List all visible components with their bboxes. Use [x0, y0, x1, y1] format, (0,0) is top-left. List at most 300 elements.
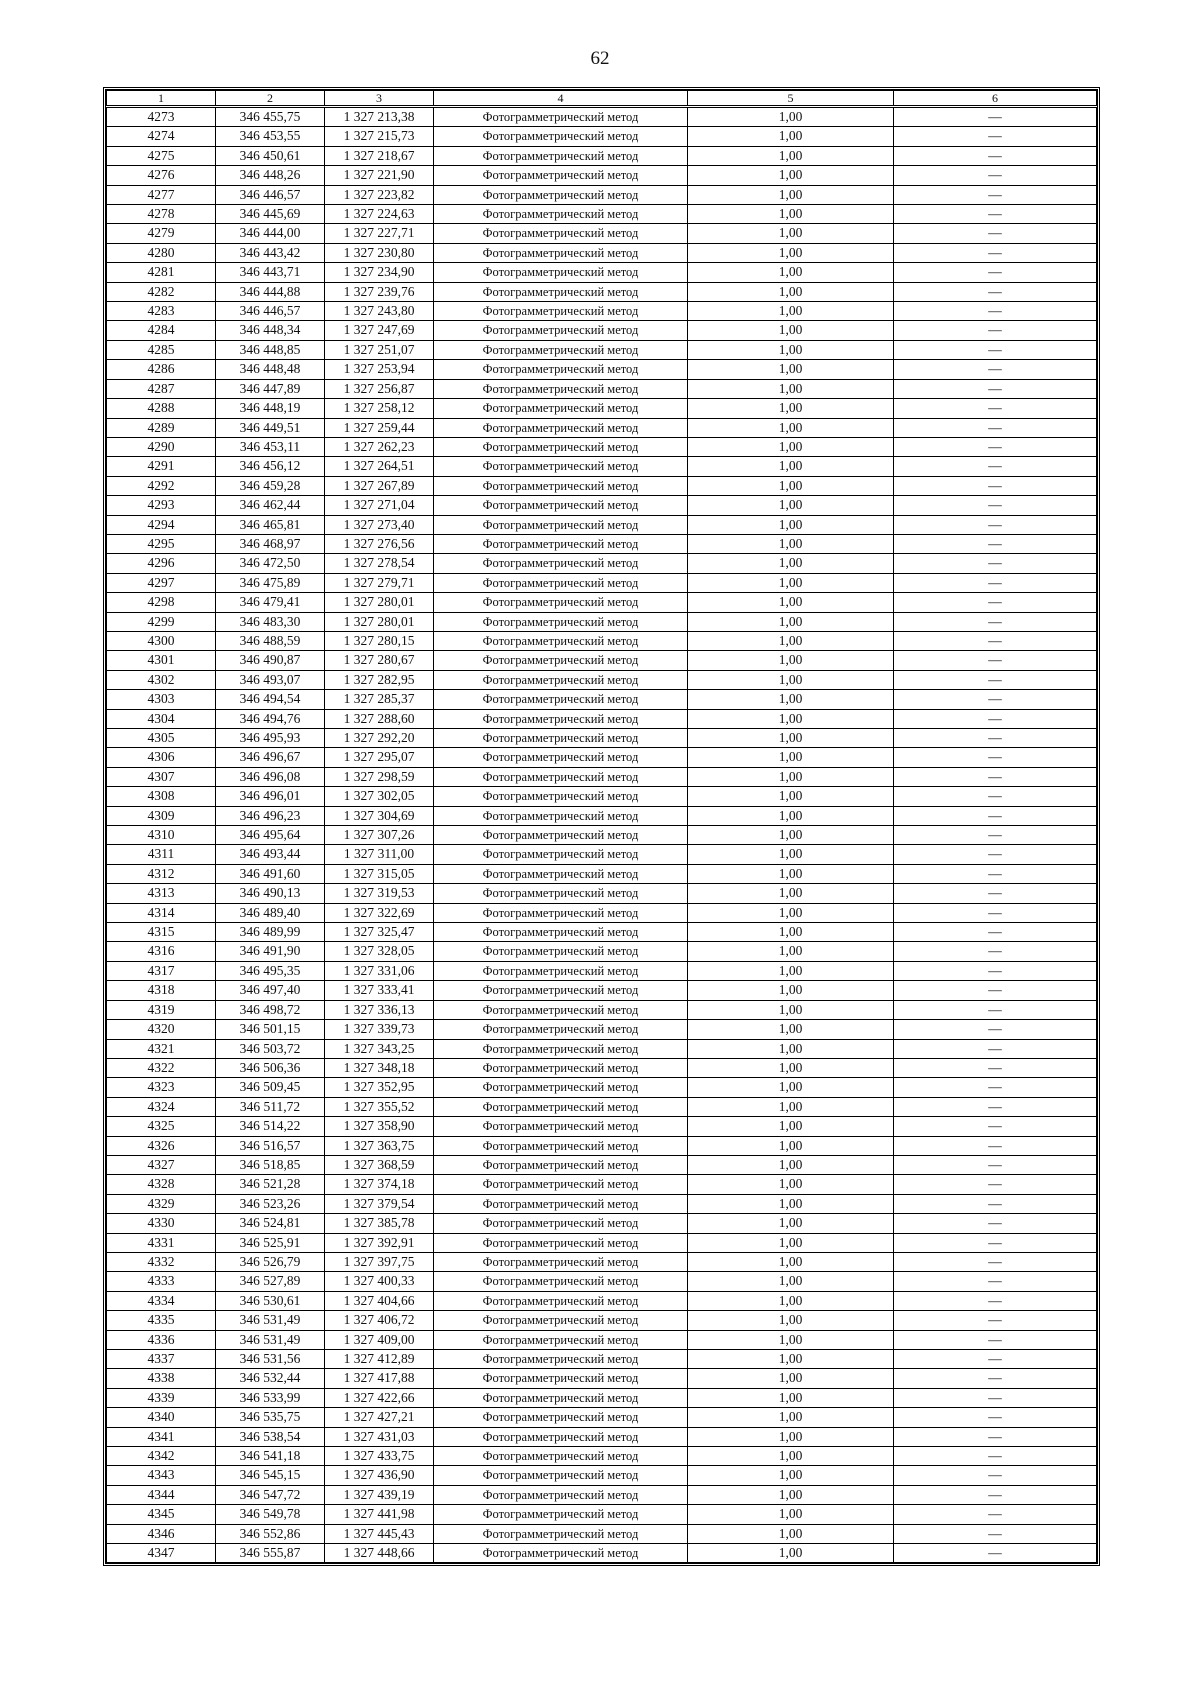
column-header-4: 4	[434, 91, 688, 107]
y-coordinate-cell: 1 327 258,12	[325, 399, 434, 418]
table-row	[107, 651, 1097, 670]
method-cell: Фотограмметрический метод	[434, 515, 688, 534]
point-number-cell: 4276	[107, 166, 216, 185]
precision-cell: 1,00	[688, 787, 894, 806]
method-cell: Фотограмметрический метод	[434, 1117, 688, 1136]
table-row	[107, 282, 1097, 301]
precision-cell: 1,00	[688, 903, 894, 922]
point-number-cell: 4321	[107, 1039, 216, 1058]
precision-cell: 1,00	[688, 1272, 894, 1291]
point-number-cell: 4337	[107, 1350, 216, 1369]
y-coordinate-cell: 1 327 322,69	[325, 903, 434, 922]
method-cell: Фотограмметрический метод	[434, 1311, 688, 1330]
method-cell: Фотограмметрический метод	[434, 437, 688, 456]
description-cell: —	[894, 1000, 1097, 1019]
y-coordinate-cell: 1 327 348,18	[325, 1058, 434, 1077]
method-cell: Фотограмметрический метод	[434, 321, 688, 340]
y-coordinate-cell: 1 327 400,33	[325, 1272, 434, 1291]
y-coordinate-cell: 1 327 224,63	[325, 205, 434, 224]
precision-cell: 1,00	[688, 729, 894, 748]
point-number-cell: 4346	[107, 1524, 216, 1543]
y-coordinate-cell: 1 327 412,89	[325, 1350, 434, 1369]
x-coordinate-cell: 346 531,49	[216, 1311, 325, 1330]
precision-cell: 1,00	[688, 1388, 894, 1407]
y-coordinate-cell: 1 327 221,90	[325, 166, 434, 185]
description-cell: —	[894, 1175, 1097, 1194]
precision-cell: 1,00	[688, 826, 894, 845]
table-row	[107, 631, 1097, 650]
x-coordinate-cell: 346 483,30	[216, 612, 325, 631]
y-coordinate-cell: 1 327 307,26	[325, 826, 434, 845]
table-row	[107, 1544, 1097, 1563]
description-cell: —	[894, 146, 1097, 165]
point-number-cell: 4320	[107, 1020, 216, 1039]
point-number-cell: 4319	[107, 1000, 216, 1019]
method-cell: Фотограмметрический метод	[434, 379, 688, 398]
y-coordinate-cell: 1 327 422,66	[325, 1388, 434, 1407]
precision-cell: 1,00	[688, 457, 894, 476]
table-row	[107, 903, 1097, 922]
coordinates-table-frame	[103, 87, 1100, 1566]
x-coordinate-cell: 346 532,44	[216, 1369, 325, 1388]
x-coordinate-cell: 346 545,15	[216, 1466, 325, 1485]
precision-cell: 1,00	[688, 864, 894, 883]
point-number-cell: 4302	[107, 670, 216, 689]
precision-cell: 1,00	[688, 302, 894, 321]
y-coordinate-cell: 1 327 218,67	[325, 146, 434, 165]
description-cell: —	[894, 1369, 1097, 1388]
precision-cell: 1,00	[688, 340, 894, 359]
y-coordinate-cell: 1 327 441,98	[325, 1505, 434, 1524]
point-number-cell: 4329	[107, 1194, 216, 1213]
table-row	[107, 1136, 1097, 1155]
y-coordinate-cell: 1 327 352,95	[325, 1078, 434, 1097]
description-cell: —	[894, 923, 1097, 942]
x-coordinate-cell: 346 494,54	[216, 690, 325, 709]
precision-cell: 1,00	[688, 1369, 894, 1388]
x-coordinate-cell: 346 541,18	[216, 1447, 325, 1466]
description-cell: —	[894, 748, 1097, 767]
x-coordinate-cell: 346 444,88	[216, 282, 325, 301]
method-cell: Фотограмметрический метод	[434, 806, 688, 825]
table-row	[107, 961, 1097, 980]
point-number-cell: 4312	[107, 864, 216, 883]
x-coordinate-cell: 346 531,49	[216, 1330, 325, 1349]
y-coordinate-cell: 1 327 267,89	[325, 476, 434, 495]
x-coordinate-cell: 346 490,13	[216, 884, 325, 903]
precision-cell: 1,00	[688, 573, 894, 592]
point-number-cell: 4345	[107, 1505, 216, 1524]
table-row	[107, 670, 1097, 689]
y-coordinate-cell: 1 327 319,53	[325, 884, 434, 903]
precision-cell: 1,00	[688, 243, 894, 262]
precision-cell: 1,00	[688, 418, 894, 437]
table-row	[107, 593, 1097, 612]
point-number-cell: 4310	[107, 826, 216, 845]
x-coordinate-cell: 346 496,67	[216, 748, 325, 767]
table-row	[107, 243, 1097, 262]
y-coordinate-cell: 1 327 285,37	[325, 690, 434, 709]
precision-cell: 1,00	[688, 437, 894, 456]
y-coordinate-cell: 1 327 336,13	[325, 1000, 434, 1019]
y-coordinate-cell: 1 327 379,54	[325, 1194, 434, 1213]
y-coordinate-cell: 1 327 295,07	[325, 748, 434, 767]
point-number-cell: 4291	[107, 457, 216, 476]
method-cell: Фотограмметрический метод	[434, 1194, 688, 1213]
table-row	[107, 418, 1097, 437]
y-coordinate-cell: 1 327 280,15	[325, 631, 434, 650]
y-coordinate-cell: 1 327 358,90	[325, 1117, 434, 1136]
precision-cell: 1,00	[688, 1214, 894, 1233]
y-coordinate-cell: 1 327 417,88	[325, 1369, 434, 1388]
precision-cell: 1,00	[688, 612, 894, 631]
method-cell: Фотограмметрический метод	[434, 981, 688, 1000]
y-coordinate-cell: 1 327 404,66	[325, 1291, 434, 1310]
table-row	[107, 1020, 1097, 1039]
precision-cell: 1,00	[688, 1175, 894, 1194]
method-cell: Фотограмметрический метод	[434, 107, 688, 127]
description-cell: —	[894, 1097, 1097, 1116]
table-row	[107, 1408, 1097, 1427]
precision-cell: 1,00	[688, 1097, 894, 1116]
point-number-cell: 4292	[107, 476, 216, 495]
x-coordinate-cell: 346 443,71	[216, 263, 325, 282]
y-coordinate-cell: 1 327 213,38	[325, 107, 434, 127]
point-number-cell: 4313	[107, 884, 216, 903]
y-coordinate-cell: 1 327 339,73	[325, 1020, 434, 1039]
y-coordinate-cell: 1 327 436,90	[325, 1466, 434, 1485]
point-number-cell: 4301	[107, 651, 216, 670]
method-cell: Фотограмметрический метод	[434, 360, 688, 379]
method-cell: Фотограмметрический метод	[434, 884, 688, 903]
description-cell: —	[894, 1058, 1097, 1077]
table-row	[107, 263, 1097, 282]
method-cell: Фотограмметрический метод	[434, 864, 688, 883]
y-coordinate-cell: 1 327 227,71	[325, 224, 434, 243]
point-number-cell: 4317	[107, 961, 216, 980]
point-number-cell: 4289	[107, 418, 216, 437]
y-coordinate-cell: 1 327 333,41	[325, 981, 434, 1000]
method-cell: Фотограмметрический метод	[434, 243, 688, 262]
method-cell: Фотограмметрический метод	[434, 1252, 688, 1271]
table-row	[107, 981, 1097, 1000]
y-coordinate-cell: 1 327 385,78	[325, 1214, 434, 1233]
description-cell: —	[894, 845, 1097, 864]
y-coordinate-cell: 1 327 247,69	[325, 321, 434, 340]
description-cell: —	[894, 1214, 1097, 1233]
method-cell: Фотограмметрический метод	[434, 845, 688, 864]
description-cell: —	[894, 981, 1097, 1000]
point-number-cell: 4295	[107, 534, 216, 553]
description-cell: —	[894, 1544, 1097, 1563]
method-cell: Фотограмметрический метод	[434, 1058, 688, 1077]
table-row	[107, 1388, 1097, 1407]
x-coordinate-cell: 346 479,41	[216, 593, 325, 612]
method-cell: Фотограмметрический метод	[434, 1097, 688, 1116]
description-cell: —	[894, 961, 1097, 980]
method-cell: Фотограмметрический метод	[434, 961, 688, 980]
description-cell: —	[894, 1388, 1097, 1407]
point-number-cell: 4327	[107, 1155, 216, 1174]
y-coordinate-cell: 1 327 304,69	[325, 806, 434, 825]
table-row	[107, 1214, 1097, 1233]
y-coordinate-cell: 1 327 256,87	[325, 379, 434, 398]
table-row	[107, 729, 1097, 748]
x-coordinate-cell: 346 447,89	[216, 379, 325, 398]
point-number-cell: 4334	[107, 1291, 216, 1310]
y-coordinate-cell: 1 327 302,05	[325, 787, 434, 806]
point-number-cell: 4309	[107, 806, 216, 825]
description-cell: —	[894, 1350, 1097, 1369]
precision-cell: 1,00	[688, 1544, 894, 1563]
point-number-cell: 4305	[107, 729, 216, 748]
point-number-cell: 4294	[107, 515, 216, 534]
x-coordinate-cell: 346 453,55	[216, 127, 325, 146]
table-row	[107, 321, 1097, 340]
description-cell: —	[894, 418, 1097, 437]
x-coordinate-cell: 346 448,34	[216, 321, 325, 340]
table-row	[107, 379, 1097, 398]
y-coordinate-cell: 1 327 280,67	[325, 651, 434, 670]
y-coordinate-cell: 1 327 280,01	[325, 612, 434, 631]
point-number-cell: 4344	[107, 1485, 216, 1504]
precision-cell: 1,00	[688, 1194, 894, 1213]
point-number-cell: 4343	[107, 1466, 216, 1485]
x-coordinate-cell: 346 552,86	[216, 1524, 325, 1543]
method-cell: Фотограмметрический метод	[434, 1427, 688, 1446]
table-row	[107, 573, 1097, 592]
method-cell: Фотограмметрический метод	[434, 1175, 688, 1194]
x-coordinate-cell: 346 555,87	[216, 1544, 325, 1563]
table-row	[107, 205, 1097, 224]
method-cell: Фотограмметрический метод	[434, 418, 688, 437]
x-coordinate-cell: 346 498,72	[216, 1000, 325, 1019]
table-row	[107, 399, 1097, 418]
point-number-cell: 4282	[107, 282, 216, 301]
method-cell: Фотограмметрический метод	[434, 496, 688, 515]
description-cell: —	[894, 321, 1097, 340]
x-coordinate-cell: 346 514,22	[216, 1117, 325, 1136]
x-coordinate-cell: 346 444,00	[216, 224, 325, 243]
precision-cell: 1,00	[688, 923, 894, 942]
precision-cell: 1,00	[688, 845, 894, 864]
x-coordinate-cell: 346 506,36	[216, 1058, 325, 1077]
method-cell: Фотограмметрический метод	[434, 1078, 688, 1097]
point-number-cell: 4322	[107, 1058, 216, 1077]
y-coordinate-cell: 1 327 264,51	[325, 457, 434, 476]
x-coordinate-cell: 346 455,75	[216, 107, 325, 127]
point-number-cell: 4290	[107, 437, 216, 456]
y-coordinate-cell: 1 327 433,75	[325, 1447, 434, 1466]
description-cell: —	[894, 903, 1097, 922]
precision-cell: 1,00	[688, 1311, 894, 1330]
description-cell: —	[894, 1117, 1097, 1136]
method-cell: Фотограмметрический метод	[434, 1350, 688, 1369]
x-coordinate-cell: 346 495,64	[216, 826, 325, 845]
table-row	[107, 534, 1097, 553]
point-number-cell: 4306	[107, 748, 216, 767]
point-number-cell: 4331	[107, 1233, 216, 1252]
table-row	[107, 1524, 1097, 1543]
method-cell: Фотограмметрический метод	[434, 399, 688, 418]
y-coordinate-cell: 1 327 239,76	[325, 282, 434, 301]
description-cell: —	[894, 864, 1097, 883]
point-number-cell: 4280	[107, 243, 216, 262]
y-coordinate-cell: 1 327 234,90	[325, 263, 434, 282]
x-coordinate-cell: 346 491,90	[216, 942, 325, 961]
point-number-cell: 4279	[107, 224, 216, 243]
x-coordinate-cell: 346 525,91	[216, 1233, 325, 1252]
description-cell: —	[894, 942, 1097, 961]
method-cell: Фотограмметрический метод	[434, 1272, 688, 1291]
table-row	[107, 1427, 1097, 1446]
column-header-5: 5	[688, 91, 894, 107]
point-number-cell: 4314	[107, 903, 216, 922]
method-cell: Фотограмметрический метод	[434, 263, 688, 282]
description-cell: —	[894, 573, 1097, 592]
method-cell: Фотограмметрический метод	[434, 457, 688, 476]
x-coordinate-cell: 346 535,75	[216, 1408, 325, 1427]
description-cell: —	[894, 670, 1097, 689]
x-coordinate-cell: 346 495,93	[216, 729, 325, 748]
y-coordinate-cell: 1 327 374,18	[325, 1175, 434, 1194]
x-coordinate-cell: 346 490,87	[216, 651, 325, 670]
y-coordinate-cell: 1 327 368,59	[325, 1155, 434, 1174]
table-row	[107, 107, 1097, 127]
table-row	[107, 806, 1097, 825]
x-coordinate-cell: 346 526,79	[216, 1252, 325, 1271]
y-coordinate-cell: 1 327 298,59	[325, 767, 434, 786]
x-coordinate-cell: 346 462,44	[216, 496, 325, 515]
x-coordinate-cell: 346 445,69	[216, 205, 325, 224]
table-row	[107, 1369, 1097, 1388]
precision-cell: 1,00	[688, 107, 894, 127]
column-header-1: 1	[107, 91, 216, 107]
x-coordinate-cell: 346 446,57	[216, 302, 325, 321]
precision-cell: 1,00	[688, 1524, 894, 1543]
x-coordinate-cell: 346 496,23	[216, 806, 325, 825]
table-row	[107, 476, 1097, 495]
point-number-cell: 4318	[107, 981, 216, 1000]
description-cell: —	[894, 690, 1097, 709]
precision-cell: 1,00	[688, 534, 894, 553]
x-coordinate-cell: 346 459,28	[216, 476, 325, 495]
x-coordinate-cell: 346 533,99	[216, 1388, 325, 1407]
x-coordinate-cell: 346 497,40	[216, 981, 325, 1000]
precision-cell: 1,00	[688, 166, 894, 185]
point-number-cell: 4338	[107, 1369, 216, 1388]
precision-cell: 1,00	[688, 631, 894, 650]
y-coordinate-cell: 1 327 276,56	[325, 534, 434, 553]
method-cell: Фотограмметрический метод	[434, 282, 688, 301]
y-coordinate-cell: 1 327 273,40	[325, 515, 434, 534]
description-cell: —	[894, 302, 1097, 321]
point-number-cell: 4307	[107, 767, 216, 786]
table-row	[107, 942, 1097, 961]
precision-cell: 1,00	[688, 1039, 894, 1058]
point-number-cell: 4297	[107, 573, 216, 592]
precision-cell: 1,00	[688, 185, 894, 204]
point-number-cell: 4340	[107, 1408, 216, 1427]
x-coordinate-cell: 346 516,57	[216, 1136, 325, 1155]
table-row	[107, 612, 1097, 631]
table-row	[107, 360, 1097, 379]
method-cell: Фотограмметрический метод	[434, 1408, 688, 1427]
x-coordinate-cell: 346 511,72	[216, 1097, 325, 1116]
method-cell: Фотограмметрический метод	[434, 1039, 688, 1058]
point-number-cell: 4281	[107, 263, 216, 282]
x-coordinate-cell: 346 530,61	[216, 1291, 325, 1310]
description-cell: —	[894, 534, 1097, 553]
x-coordinate-cell: 346 489,99	[216, 923, 325, 942]
table-row	[107, 1291, 1097, 1310]
description-cell: —	[894, 476, 1097, 495]
description-cell: —	[894, 806, 1097, 825]
precision-cell: 1,00	[688, 515, 894, 534]
table-row	[107, 1505, 1097, 1524]
table-row	[107, 1330, 1097, 1349]
description-cell: —	[894, 651, 1097, 670]
description-cell: —	[894, 1466, 1097, 1485]
table-row	[107, 127, 1097, 146]
x-coordinate-cell: 346 518,85	[216, 1155, 325, 1174]
precision-cell: 1,00	[688, 1233, 894, 1252]
point-number-cell: 4330	[107, 1214, 216, 1233]
point-number-cell: 4332	[107, 1252, 216, 1271]
x-coordinate-cell: 346 496,01	[216, 787, 325, 806]
x-coordinate-cell: 346 443,42	[216, 243, 325, 262]
table-row	[107, 1252, 1097, 1271]
column-header-3: 3	[325, 91, 434, 107]
table-row	[107, 1058, 1097, 1077]
point-number-cell: 4308	[107, 787, 216, 806]
description-cell: —	[894, 1330, 1097, 1349]
description-cell: —	[894, 593, 1097, 612]
y-coordinate-cell: 1 327 363,75	[325, 1136, 434, 1155]
point-number-cell: 4323	[107, 1078, 216, 1097]
table-row	[107, 554, 1097, 573]
x-coordinate-cell: 346 493,07	[216, 670, 325, 689]
method-cell: Фотограмметрический метод	[434, 670, 688, 689]
description-cell: —	[894, 1252, 1097, 1271]
point-number-cell: 4298	[107, 593, 216, 612]
x-coordinate-cell: 346 524,81	[216, 1214, 325, 1233]
y-coordinate-cell: 1 327 262,23	[325, 437, 434, 456]
x-coordinate-cell: 346 549,78	[216, 1505, 325, 1524]
y-coordinate-cell: 1 327 292,20	[325, 729, 434, 748]
precision-cell: 1,00	[688, 1291, 894, 1310]
point-number-cell: 4286	[107, 360, 216, 379]
method-cell: Фотограмметрический метод	[434, 1330, 688, 1349]
precision-cell: 1,00	[688, 127, 894, 146]
y-coordinate-cell: 1 327 439,19	[325, 1485, 434, 1504]
description-cell: —	[894, 631, 1097, 650]
table-row	[107, 515, 1097, 534]
description-cell: —	[894, 127, 1097, 146]
point-number-cell: 4283	[107, 302, 216, 321]
x-coordinate-cell: 346 495,35	[216, 961, 325, 980]
y-coordinate-cell: 1 327 448,66	[325, 1544, 434, 1563]
precision-cell: 1,00	[688, 942, 894, 961]
y-coordinate-cell: 1 327 343,25	[325, 1039, 434, 1058]
description-cell: —	[894, 787, 1097, 806]
method-cell: Фотограмметрический метод	[434, 1233, 688, 1252]
table-row	[107, 1078, 1097, 1097]
description-cell: —	[894, 399, 1097, 418]
x-coordinate-cell: 346 527,89	[216, 1272, 325, 1291]
table-row	[107, 1039, 1097, 1058]
table-row	[107, 1485, 1097, 1504]
